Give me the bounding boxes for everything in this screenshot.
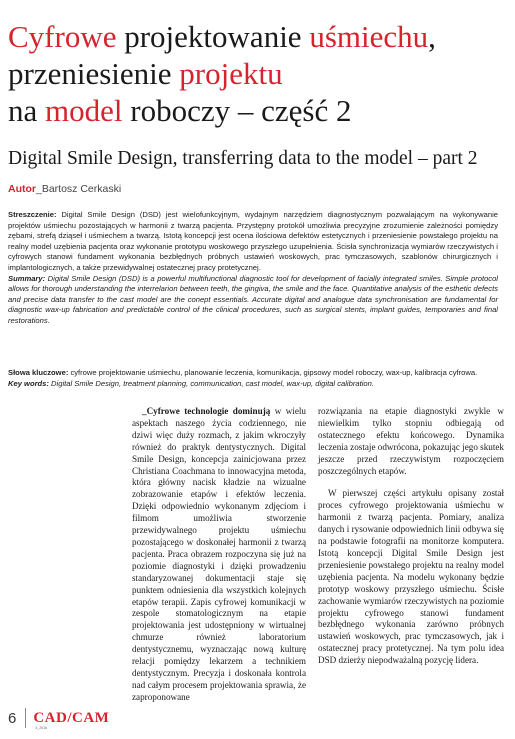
keywords-pl-text: cyfrowe projektowanie uśmiechu, planowanie leczenia, komunikacja, gipsowy model roboczy, wax-up, kalibracja cyfrowa. <box>68 368 478 377</box>
keywords-english <box>8 379 503 390</box>
abstract-pl-text: Digital Smile Design (DSD) jest wielofunkcyjnym, wydajnym narzędziem diagnostycznym pozwalającym na wykonywanie projektów uśmiechu pozostających w harmonii z twarzą pacjenta. Przystępny protokół umożliwia precyzyjne zrozumienie zależności pomiędzy zębami, strefą dziąseł i uśmiechem a twarzą. Istotą koncepcji jest ocena ilościowa defektów estetycznych i przeniesienie powstałego projektu na realny model uzębienia pacjenta oraz wykonanie prototypu woskowego przyszłego uzupełnienia. Ścisła synchronizacja wymiarów rzeczywistych i cyfrowych stanowi fundament wykonania bezbłędnych próbnych ustawień woskowych, prac tymczasowych, szablonów chirurgicznych i implantologicznych, a także przewidywalnej ostatecznej pracy protetycznej. <box>8 210 498 272</box>
title-text: przeniesienie <box>8 56 180 91</box>
magazine-name: CAD/CAM <box>33 710 110 726</box>
abstract-pl-label: Streszczenie: <box>8 210 57 219</box>
abstract-polish <box>8 210 498 274</box>
abstract-english <box>8 274 498 327</box>
keywords-en-label: Key words: <box>8 378 49 388</box>
article-title <box>8 18 508 129</box>
magazine-issue: 4_2016 <box>35 726 48 730</box>
body-paragraph: W pierwszej części artykułu opisany został proces cyfrowego projektowania uśmiechu w harmonii z twarzą pacjenta. Pomiary, analiza danych i rysowanie odpowiednich linii odbywa się na podstawie fotografii na monitorze komputera. Istotą koncepcji Digital Smile Design jest przeniesienie powstałego projektu na realny model uzębienia pacjenta. Na modelu wykonany będzie prototyp woskowy przyszłego uśmiechu. Ścisłe zachowanie wymiarów rzeczywistych na poziomie projektu cyfrowego stanowi fundament bezbłędnego wykonania zarówno próbnych ustawień woskowych, prac tymczasowych, jak i ostatecznej pracy protetycznej. Na tym polu idea DSD dzierży niepodważalną pozycję lidera. <box>318 488 504 666</box>
author-label: Autor <box>8 183 36 195</box>
magazine-logo <box>33 709 110 730</box>
title-text: roboczy – część 2 <box>122 93 352 128</box>
body-text: w wielu aspektach naszego życia codziennego, nie dziwi więc duży rozmach, z jakim wkroczyły również do praktyk dentystycznych. Digital Smile Design, koncepcja zainicjowana przez Christiana Coachmana to innowacyjna metoda, która główny nacisk kładzie na wizualne zobrazowanie etapów i efektów leczenia. Dzięki odpowiednio wykonanym zdjęciom i filmom umożliwia stworzenie przewidywalnego projektu uśmiechu pozostającego w doskonałej harmonii z twarzą pacjenta. Praca obrazem rozpoczyna się już na poziomie diagnostyki i dzięki prowadzeniu standaryzowanej dokumentacji staje się punktem odniesienia dla wszystkich kolejnych etapów terapii. Zapis cyfrowej komunikacji w zespole stomatologicznym na etapie projektowania jest udostępniony w wirtualnej chmurze również laboratorium dentystycznemu, wyznaczając nową kulturę relacji pomiędzy lekarzem a technikiem dentystycznym. Precyzja i doskonała kontrola nad całym procesem projektowania sprawia, że zaproponowane <box>132 406 306 702</box>
title-word-red: Cyfrowe <box>8 19 117 54</box>
abstract-en-text: Digital Smile Design (DSD) is a powerful multifunctional diagnostic tool for development of facially integrated smiles. Simple protocol allows for thorough understanding the interrelarion between teeth, the gingiva, the smile and the face. Quantitative analysis of the esthetic defects and precise data transfer to the cast model are the conept essentials. Accurate digital and analogue data synchronisation are fundamental for diagnostic wax-up fabrication and predictable control of the clinical procedures, such as surgical stents, implant guides, temporaries and final restorations. <box>8 273 498 325</box>
title-word-red: uśmiechu <box>309 19 429 54</box>
title-word-red: model <box>45 93 123 128</box>
page-number: 6 <box>8 709 17 727</box>
title-text: na <box>8 93 46 128</box>
lead-phrase: _Cyfrowe technologie dominują <box>142 406 271 416</box>
author-name: _Bartosz Cerkaski <box>36 183 122 195</box>
footer-divider <box>25 708 26 728</box>
body-column-2 <box>318 406 504 667</box>
title-word-red: projektu <box>179 56 283 91</box>
title-text: , <box>428 19 436 54</box>
body-column-1 <box>132 406 306 704</box>
body-paragraph: rozwiązania na etapie diagnostyki zwykle w niewielkim tylko stopniu odbiegają od ostatecznego efektu końcowego. Dynamika leczenia zostaje odwrócona, pokazując jego skutek jeszcze przed rzeczywistym rozpoczęciem poszczególnych etapów. <box>318 406 504 476</box>
body-paragraph <box>132 406 306 704</box>
keywords-polish <box>8 368 503 379</box>
author-line <box>8 183 121 195</box>
title-text: projektowanie <box>116 19 310 54</box>
keywords-pl-label: Słowa kluczowe: <box>8 368 69 377</box>
abstract-en-label: Summary: <box>8 273 46 283</box>
article-subtitle: Digital Smile Design, transferring data to the model – part 2 <box>8 148 478 169</box>
page-footer <box>8 707 109 729</box>
abstract <box>8 210 498 327</box>
keywords <box>8 368 503 389</box>
keywords-en-text: Digital Smile Design, treatment planning, communication, cast model, wax-up, digital calibration. <box>48 378 374 388</box>
